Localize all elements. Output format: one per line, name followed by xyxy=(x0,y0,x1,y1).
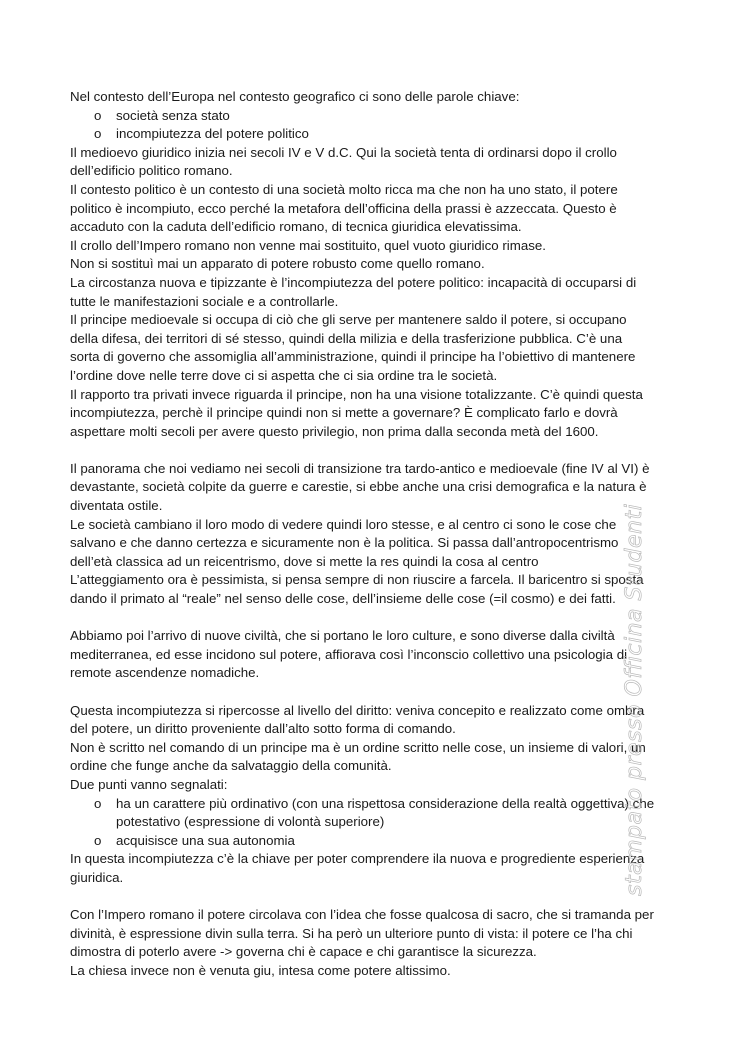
bullet-marker: o xyxy=(94,795,102,811)
text-line: Nel contesto dell’Europa nel contesto geografico ci sono delle parole chiave: xyxy=(70,89,520,104)
text-line: Il rapporto tra privati invece riguarda il principe, non ha una visione totalizzante. C’è quindi questa xyxy=(70,386,643,402)
text-line: Questa incompiutezza si ripercosse al livello del diritto: veniva concepito e realizzato come ombra xyxy=(70,702,645,718)
text-line: mediterranea, ed esse incidono sul potere, affiorava così l’inconscio collettivo una psicologia di xyxy=(70,646,628,662)
text-line: devastante, società colpite da guerre e carestie, si ebbe anche una crisi demografica e la natura è xyxy=(70,479,647,495)
bullet-marker: o xyxy=(94,107,102,123)
paragraph-gap xyxy=(70,888,676,907)
text-line: dando il primato al “reale” nel senso delle cose, dell’insieme delle cose (=il cosmo) e dei fatti. xyxy=(70,591,616,607)
text-line: Il crollo dell’Impero romano non venne mai sostituito, quel vuoto giuridico rimase. xyxy=(70,237,546,253)
text-line: La chiesa invece non è venuta giu, intesa come potere altissimo. xyxy=(70,962,451,978)
text-line: remote ascendenze nomadiche. xyxy=(70,665,260,681)
bullet-marker: o xyxy=(94,126,102,142)
text-line: politico è incompiuto, ecco perché la metafora dell’officina della prassi è azzeccata. Questo è xyxy=(70,200,617,216)
text-line: salvano e che danno certezza e sicuramente non è la politica. Si passa dall’antropocentrismo xyxy=(70,535,619,551)
text-line: divinità, è espressione divin sulla terra. Si ha però un ulteriore punto di vista: il potere ce l’ha chi xyxy=(70,925,633,941)
document-page xyxy=(70,88,676,981)
text-line: diventata ostile. xyxy=(70,498,163,514)
text-line: dell’edificio politico romano. xyxy=(70,163,233,179)
text-line: incompiutezza, perchè il principe quindi non si mette a governare? È complicato farlo e dovrà xyxy=(70,405,618,421)
bullet-text: acquisisce una sua autonomia xyxy=(116,832,295,848)
bullet-item xyxy=(70,125,676,144)
paragraph-block-1 xyxy=(70,88,676,441)
text-line: Il contesto politico è un contesto di una società molto ricca ma che non ha uno stato, il potere xyxy=(70,181,618,197)
watermark-text: stampato presso Officina Studenti xyxy=(622,503,647,896)
text-line: ordine che funge anche da salvataggio della comunità. xyxy=(70,758,392,774)
bullet-text: incompiutezza del potere politico xyxy=(116,126,309,142)
paragraph-gap xyxy=(70,683,676,702)
paragraph-gap xyxy=(70,609,676,628)
text-line: La circostanza nuova e tipizzante è l’incompiutezza del potere politico: incapacità di occuparsi di xyxy=(70,274,637,290)
text-line: dell’età classica ad un reicentrismo, dove si mette la res quindi la cosa al centro xyxy=(70,553,539,569)
text-line: sorta di governo che assomiglia all’amministrazione, quindi il principe ha l’obiettivo di mantenere xyxy=(70,349,636,365)
text-line: dimostra di poterlo avere -> governa chi è capace e chi garantisce la sicurezza. xyxy=(70,944,537,960)
paragraph-block-2 xyxy=(70,460,676,609)
text-line: Il principe medioevale si occupa di ciò che gli serve per mantenere saldo il potere, si occupano xyxy=(70,312,627,328)
text-line: Il medioevo giuridico inizia nei secoli IV e V d.C. Qui la società tenta di ordinarsi dopo il crollo xyxy=(70,144,617,160)
bullet-text: ha un carattere più ordinativo (con una rispettosa considerazione della realtà oggettiva) che xyxy=(116,795,655,811)
paragraph-gap xyxy=(70,441,676,460)
text-line: aspettare molti secoli per avere questo privilegio, non prima dalla seconda metà del 1600. xyxy=(70,423,599,439)
bullet-item xyxy=(70,795,676,814)
text-line: Il panorama che noi vediamo nei secoli di transizione tra tardo-antico e medioevale (fine IV al VI) è xyxy=(70,460,650,476)
text-line: Non si sostituì mai un apparato di potere robusto come quello romano. xyxy=(70,256,485,272)
text-line: Le società cambiano il loro modo di vedere quindi loro stesse, e al centro ci sono le cose che xyxy=(70,516,617,532)
text-line: Non è scritto nel comando di un principe ma è un ordine scritto nelle cose, un insieme di valori, un xyxy=(70,739,646,755)
paragraph-block-5 xyxy=(70,906,676,980)
text-line: tutte le manifestazioni sociale e a controllarle. xyxy=(70,293,339,309)
paragraph-block-3 xyxy=(70,627,676,683)
text-line: L’atteggiamento ora è pessimista, si pensa sempre di non riuscire a farcela. Il baricentro si sposta xyxy=(70,572,644,588)
text-line: Con l’Impero romano il potere circolava con l’idea che fosse qualcosa di sacro, che si tramanda per xyxy=(70,907,654,923)
bullet-continuation: potestativo (espressione di volontà superiore) xyxy=(116,814,385,830)
watermark xyxy=(622,503,647,896)
text-line: accaduto con la caduta dell’edificio romano, di tecnica giuridica elevatissima. xyxy=(70,219,522,235)
text-line: del potere, un diritto proveniente dall’alto sotto forma di comando. xyxy=(70,721,456,737)
text-line: della difesa, dei territori di sé stesso, quindi della milizia e della trasferizione pubblica. C’è una xyxy=(70,330,623,346)
bullet-marker: o xyxy=(94,832,102,848)
text-line: Abbiamo poi l’arrivo di nuove civiltà, che si portano le loro culture, e sono diverse dalla civiltà xyxy=(70,628,615,644)
text-line: giuridica. xyxy=(70,869,124,885)
bullet-item xyxy=(70,832,676,851)
bullet-item xyxy=(70,107,676,126)
paragraph-block-4 xyxy=(70,702,676,888)
text-line: l’ordine dove nelle terre dove ci si aspetta che ci sia ordine tra le società. xyxy=(70,367,498,383)
text-line: Due punti vanno segnalati: xyxy=(70,776,228,792)
bullet-text: società senza stato xyxy=(116,107,230,123)
text-line: In questa incompiutezza c’è la chiave per poter comprendere ila nuova e progrediente esperienza xyxy=(70,851,645,867)
